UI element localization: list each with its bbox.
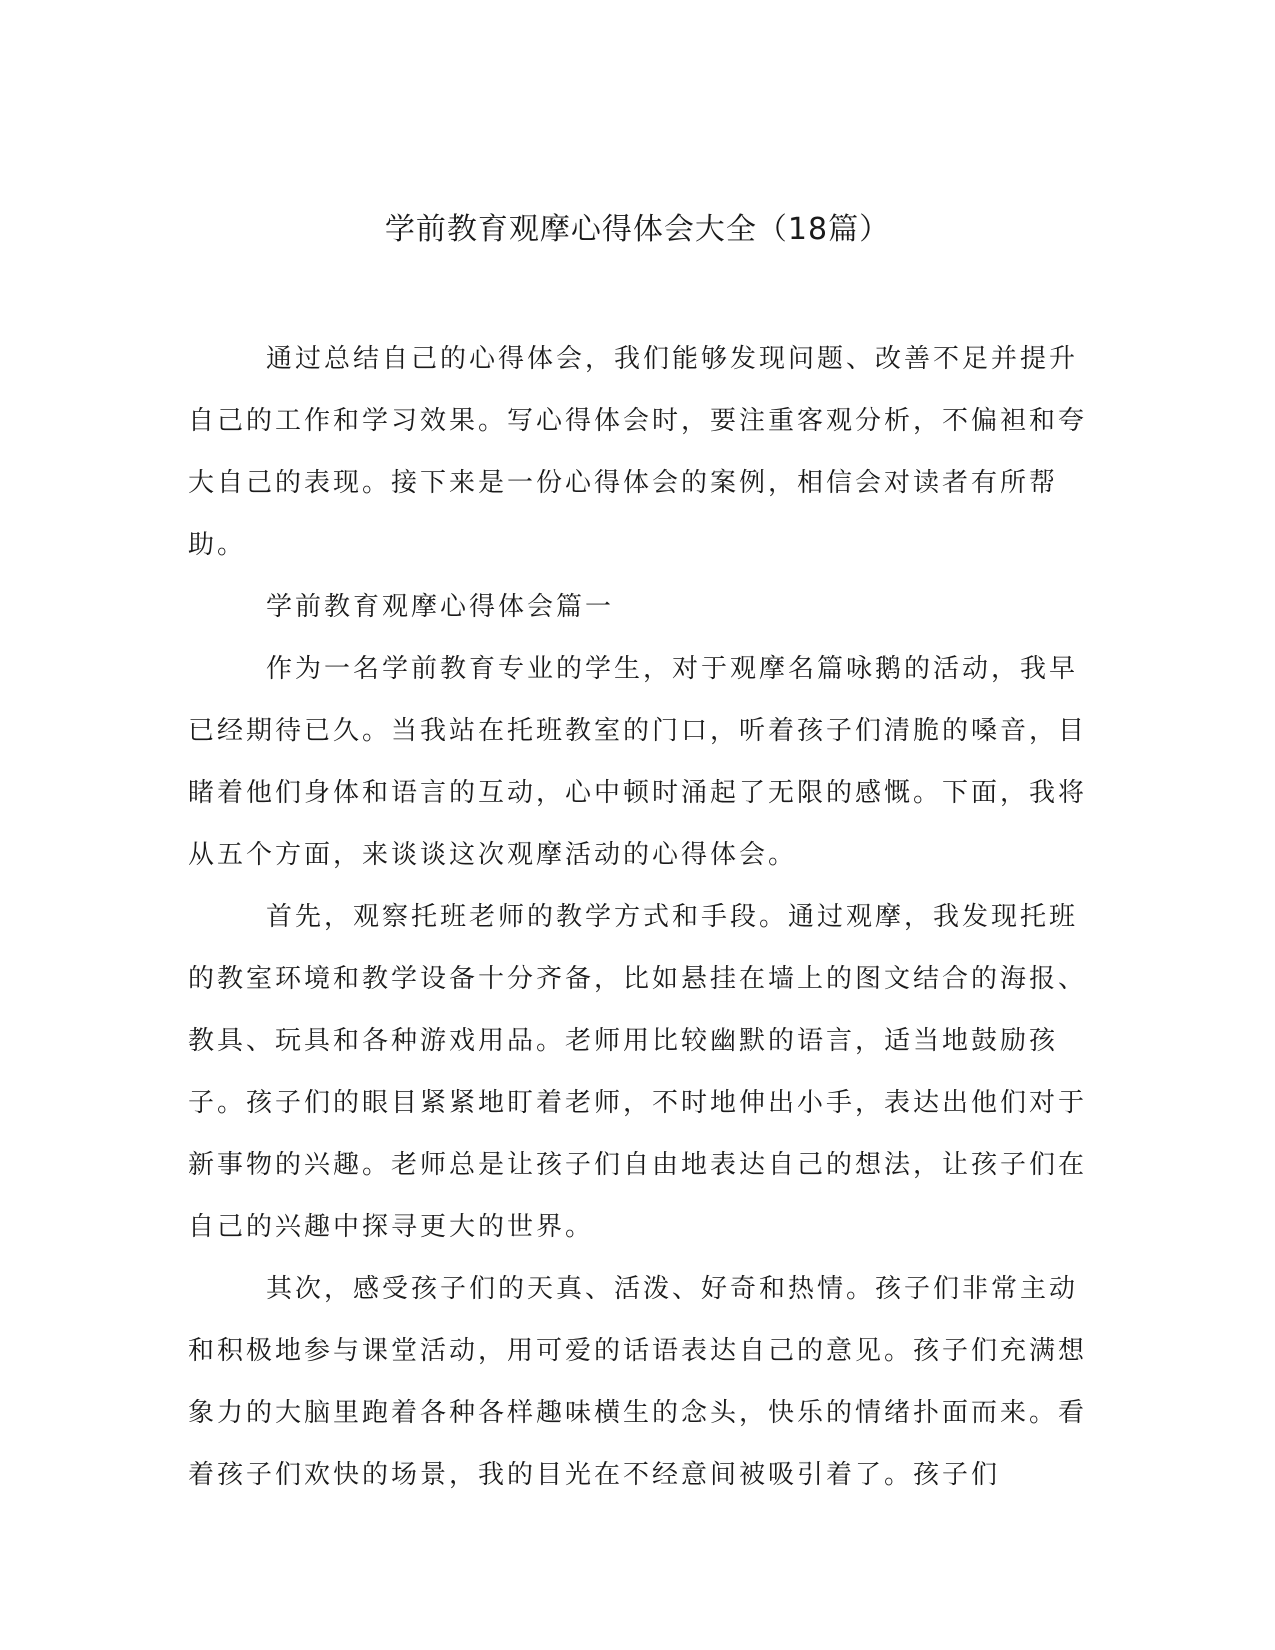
body-paragraph: 其次，感受孩子们的天真、活泼、好奇和热情。孩子们非常主动和积极地参与课堂活动，用可爱的话语表达自己的意见。孩子们充满想象力的大脑里跑着各种各样趣味横生的念头，快乐的情绪扑面而来。看着孩子们欢快的场景，我的目光在不经意间被吸引着了。孩子们 [188, 1274, 1088, 1490]
section-heading: 学前教育观摩心得体会篇一 [266, 592, 615, 622]
intro-paragraph: 通过总结自己的心得体会，我们能够发现问题、改善不足并提升自己的工作和学习效果。写心得体会时，要注重客观分析，不偏袒和夸大自己的表现。接下来是一份心得体会的案例，相信会对读者有所帮助。 [188, 344, 1088, 560]
document-title: 学前教育观摩心得体会大全（18篇） [384, 212, 891, 247]
body-paragraph: 作为一名学前教育专业的学生，对于观摩名篇咏鹅的活动，我早已经期待已久。当我站在托班教室的门口，听着孩子们清脆的嗓音，目睹着他们身体和语言的互动，心中顿时涌起了无限的感慨。下面，我将从五个方面，来谈谈这次观摩活动的心得体会。 [188, 654, 1088, 870]
document-body [188, 328, 1088, 1506]
body-paragraph: 首先，观察托班老师的教学方式和手段。通过观摩，我发现托班的教室环境和教学设备十分齐备，比如悬挂在墙上的图文结合的海报、教具、玩具和各种游戏用品。老师用比较幽默的语言，适当地鼓励孩子。孩子们的眼目紧紧地盯着老师，不时地伸出小手，表达出他们对于新事物的兴趣。老师总是让孩子们自由地表达自己的想法，让孩子们在自己的兴趣中探寻更大的世界。 [188, 902, 1088, 1242]
